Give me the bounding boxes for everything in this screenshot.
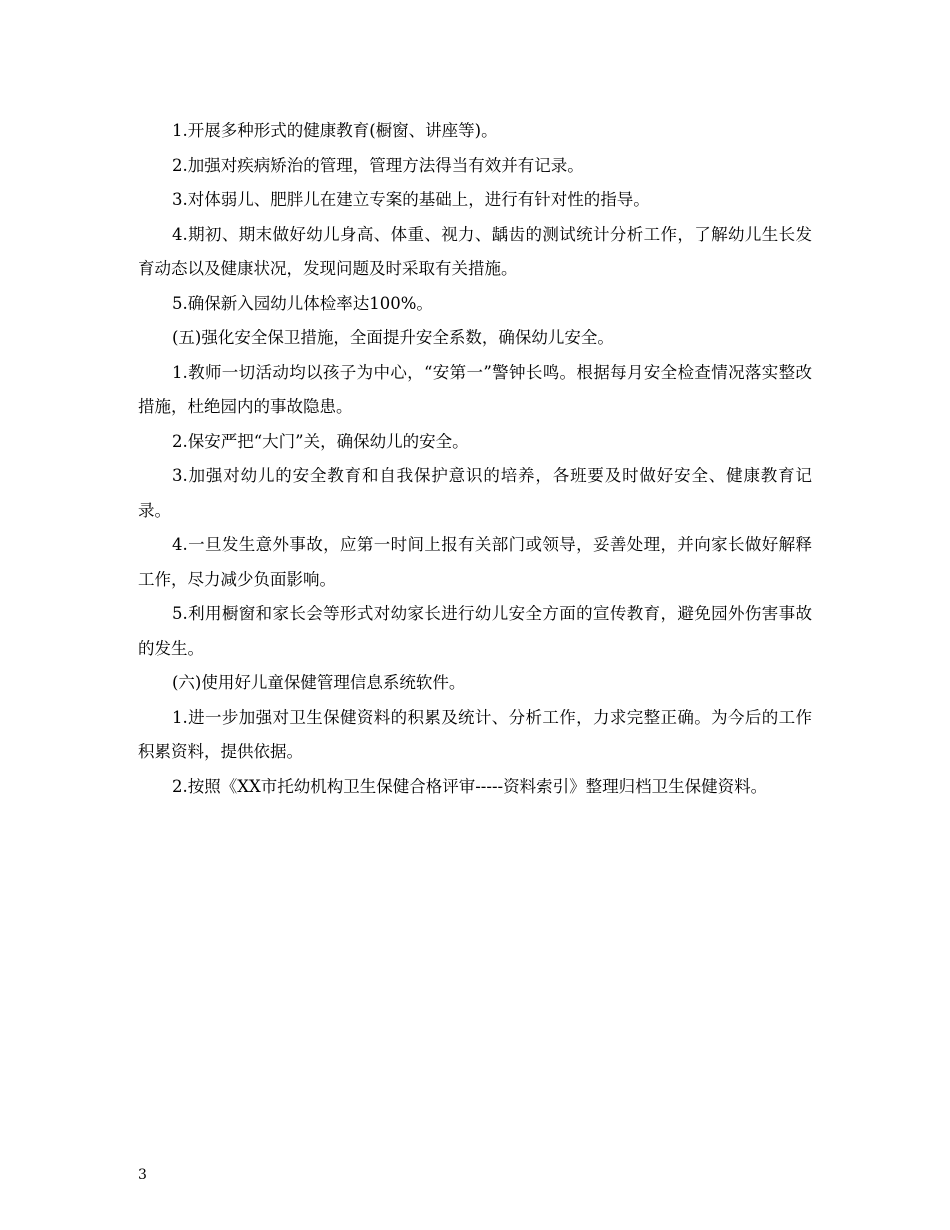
paragraph-safety-education: 3.加强对幼儿的安全教育和自我保护意识的培养，各班要及时做好安全、健康教育记录。 bbox=[138, 466, 812, 520]
paragraph-accident-handling: 4.一旦发生意外事故，应第一时间上报有关部门或领导，妥善处理，并向家长做好解释工作，尽力减少负面影响。 bbox=[138, 535, 812, 589]
paragraph-parent-outreach: 5.利用橱窗和家长会等形式对幼家长进行幼儿安全方面的宣传教育，避免园外伤害事故的发生。 bbox=[138, 604, 812, 658]
paragraph-archive-materials: 2.按照《XX市托幼机构卫生保健合格评审-----资料索引》整理归档卫生保健资料。 bbox=[172, 776, 768, 796]
section-heading-safety: (五)强化安全保卫措施，全面提升安全系数，确保幼儿安全。 bbox=[172, 328, 614, 347]
paragraph-health-education: 1.开展多种形式的健康教育(橱窗、讲座等)。 bbox=[172, 121, 498, 140]
paragraph-data-accumulation: 1.进一步加强对卫生保健资料的积累及统计、分析工作，力求完整正确。为今后的工作积累资料，提供依据。 bbox=[138, 707, 812, 761]
paragraph-growth-measurement: 4.期初、期末做好幼儿身高、体重、视力、龋齿的测试统计分析工作，了解幼儿生长发育动态以及健康状况，发现问题及时采取有关措施。 bbox=[138, 224, 812, 278]
paragraph-disease-treatment: 2.加强对疾病矫治的管理，管理方法得当有效并有记录。 bbox=[172, 155, 584, 175]
paragraph-teacher-safety: 1.教师一切活动均以孩子为中心，“安第一”警钟长鸣。根据每月安全检查情况落实整改措施，杜绝园内的事故隐患。 bbox=[138, 362, 812, 416]
page-number: 3 bbox=[138, 1167, 147, 1183]
paragraph-weak-obese-children: 3.对体弱儿、肥胖儿在建立专案的基础上，进行有针对性的指导。 bbox=[172, 190, 650, 209]
document-body bbox=[138, 114, 812, 804]
paragraph-new-enrollment-checkup: 5.确保新入园幼儿体检率达100%。 bbox=[172, 293, 433, 313]
section-heading-software: (六)使用好儿童保健管理信息系统软件。 bbox=[172, 673, 466, 692]
paragraph-security-gate: 2.保安严把“大门”关，确保幼儿的安全。 bbox=[172, 431, 469, 451]
